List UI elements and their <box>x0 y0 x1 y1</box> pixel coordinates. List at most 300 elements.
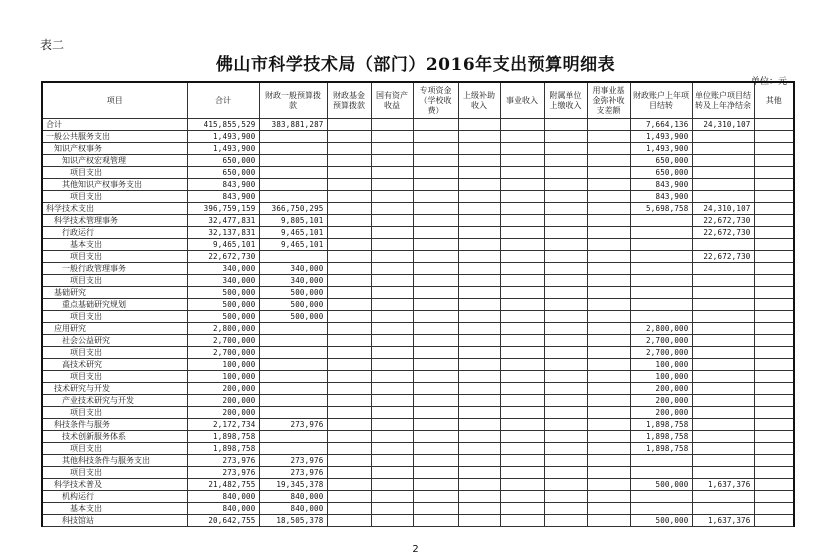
prior-year-carryover-cell: 843,900 <box>630 191 692 203</box>
fund-budget-cell <box>327 239 371 251</box>
table-tag: 表二 <box>40 38 65 52</box>
affiliated-income-cell <box>544 347 587 359</box>
table-row <box>42 479 794 491</box>
affiliated-income-cell <box>544 419 587 431</box>
affiliated-income-cell <box>544 191 587 203</box>
asset-income-cell <box>371 443 413 455</box>
superior-subsidy-cell <box>458 431 500 443</box>
affiliated-income-cell <box>544 287 587 299</box>
total-cell: 500,000 <box>187 299 259 311</box>
business-income-cell <box>500 119 544 131</box>
prior-year-carryover-cell <box>630 227 692 239</box>
superior-subsidy-cell <box>458 383 500 395</box>
business-fund-cell <box>587 479 630 491</box>
business-income-cell <box>500 443 544 455</box>
asset-income-cell <box>371 347 413 359</box>
business-income-cell <box>500 503 544 515</box>
other-cell <box>754 119 794 131</box>
column-header: 国有资产收益 <box>371 82 413 119</box>
item-name-cell: 基础研究 <box>42 287 187 299</box>
prior-year-carryover-cell <box>630 215 692 227</box>
total-cell: 1,898,758 <box>187 443 259 455</box>
business-fund-cell <box>587 275 630 287</box>
table-row <box>42 395 794 407</box>
fund-budget-cell <box>327 479 371 491</box>
other-cell <box>754 407 794 419</box>
prior-year-carryover-cell: 500,000 <box>630 515 692 527</box>
prior-year-carryover-cell <box>630 467 692 479</box>
business-income-cell <box>500 263 544 275</box>
column-header: 其他 <box>754 82 794 119</box>
superior-subsidy-cell <box>458 143 500 155</box>
business-income-cell <box>500 467 544 479</box>
table-row <box>42 311 794 323</box>
asset-income-cell <box>371 395 413 407</box>
column-header: 事业收入 <box>500 82 544 119</box>
business-fund-cell <box>587 131 630 143</box>
item-name-cell: 产业技术研究与开发 <box>42 395 187 407</box>
special-fund-cell <box>413 407 458 419</box>
business-income-cell <box>500 515 544 527</box>
header-row <box>42 82 794 119</box>
general-budget-cell: 18,505,378 <box>259 515 327 527</box>
business-income-cell <box>500 275 544 287</box>
special-fund-cell <box>413 467 458 479</box>
asset-income-cell <box>371 479 413 491</box>
page-title: 佛山市科学技术局（部门）2016年支出预算明细表 <box>215 55 616 75</box>
total-cell: 22,672,730 <box>187 251 259 263</box>
fund-budget-cell <box>327 455 371 467</box>
asset-income-cell <box>371 263 413 275</box>
fund-budget-cell <box>327 431 371 443</box>
business-fund-cell <box>587 491 630 503</box>
asset-income-cell <box>371 143 413 155</box>
prior-year-carryover-cell: 2,800,000 <box>630 323 692 335</box>
prior-year-carryover-cell: 100,000 <box>630 371 692 383</box>
affiliated-income-cell <box>544 407 587 419</box>
table-row <box>42 203 794 215</box>
business-fund-cell <box>587 503 630 515</box>
unit-carryover-cell <box>692 311 754 323</box>
other-cell <box>754 167 794 179</box>
affiliated-income-cell <box>544 515 587 527</box>
affiliated-income-cell <box>544 299 587 311</box>
general-budget-cell <box>259 431 327 443</box>
table-row <box>42 227 794 239</box>
unit-carryover-cell <box>692 455 754 467</box>
asset-income-cell <box>371 191 413 203</box>
business-fund-cell <box>587 143 630 155</box>
unit-carryover-cell <box>692 503 754 515</box>
affiliated-income-cell <box>544 383 587 395</box>
prior-year-carryover-cell: 1,493,900 <box>630 131 692 143</box>
total-cell: 650,000 <box>187 167 259 179</box>
asset-income-cell <box>371 179 413 191</box>
affiliated-income-cell <box>544 275 587 287</box>
other-cell <box>754 311 794 323</box>
prior-year-carryover-cell: 200,000 <box>630 407 692 419</box>
unit-carryover-cell <box>692 431 754 443</box>
other-cell <box>754 431 794 443</box>
fund-budget-cell <box>327 167 371 179</box>
general-budget-cell <box>259 131 327 143</box>
asset-income-cell <box>371 275 413 287</box>
total-cell: 340,000 <box>187 263 259 275</box>
asset-income-cell <box>371 155 413 167</box>
item-name-cell: 合计 <box>42 119 187 131</box>
item-name-cell: 一般公共服务支出 <box>42 131 187 143</box>
special-fund-cell <box>413 275 458 287</box>
affiliated-income-cell <box>544 491 587 503</box>
total-cell: 20,642,755 <box>187 515 259 527</box>
fund-budget-cell <box>327 359 371 371</box>
item-name-cell: 其他科技条件与服务支出 <box>42 455 187 467</box>
prior-year-carryover-cell: 200,000 <box>630 383 692 395</box>
table-row <box>42 191 794 203</box>
unit-carryover-cell: 22,672,730 <box>692 251 754 263</box>
superior-subsidy-cell <box>458 491 500 503</box>
business-income-cell <box>500 455 544 467</box>
prior-year-carryover-cell <box>630 287 692 299</box>
total-cell: 396,759,159 <box>187 203 259 215</box>
other-cell <box>754 347 794 359</box>
business-fund-cell <box>587 323 630 335</box>
affiliated-income-cell <box>544 167 587 179</box>
prior-year-carryover-cell: 2,700,000 <box>630 335 692 347</box>
table-row <box>42 455 794 467</box>
prior-year-carryover-cell: 200,000 <box>630 395 692 407</box>
total-cell: 21,482,755 <box>187 479 259 491</box>
affiliated-income-cell <box>544 359 587 371</box>
total-cell: 840,000 <box>187 503 259 515</box>
special-fund-cell <box>413 323 458 335</box>
general-budget-cell <box>259 347 327 359</box>
fund-budget-cell <box>327 275 371 287</box>
general-budget-cell: 9,465,101 <box>259 239 327 251</box>
business-income-cell <box>500 347 544 359</box>
total-cell: 843,900 <box>187 191 259 203</box>
business-fund-cell <box>587 335 630 347</box>
general-budget-cell: 9,465,101 <box>259 227 327 239</box>
superior-subsidy-cell <box>458 407 500 419</box>
unit-carryover-cell <box>692 299 754 311</box>
asset-income-cell <box>371 287 413 299</box>
general-budget-cell <box>259 323 327 335</box>
business-income-cell <box>500 371 544 383</box>
asset-income-cell <box>371 407 413 419</box>
prior-year-carryover-cell <box>630 311 692 323</box>
table-row <box>42 299 794 311</box>
item-name-cell: 应用研究 <box>42 323 187 335</box>
superior-subsidy-cell <box>458 287 500 299</box>
business-income-cell <box>500 179 544 191</box>
unit-carryover-cell <box>692 167 754 179</box>
asset-income-cell <box>371 419 413 431</box>
total-cell: 500,000 <box>187 311 259 323</box>
total-cell: 200,000 <box>187 407 259 419</box>
unit-carryover-cell: 24,310,107 <box>692 119 754 131</box>
column-header: 单位账户项目结转及上年净结余 <box>692 82 754 119</box>
fund-budget-cell <box>327 299 371 311</box>
column-header: 项目 <box>42 82 187 119</box>
general-budget-cell: 500,000 <box>259 287 327 299</box>
special-fund-cell <box>413 455 458 467</box>
affiliated-income-cell <box>544 443 587 455</box>
business-income-cell <box>500 143 544 155</box>
item-name-cell: 项目支出 <box>42 167 187 179</box>
unit-carryover-cell <box>692 335 754 347</box>
business-income-cell <box>500 215 544 227</box>
total-cell: 1,493,900 <box>187 131 259 143</box>
affiliated-income-cell <box>544 251 587 263</box>
item-name-cell: 项目支出 <box>42 311 187 323</box>
superior-subsidy-cell <box>458 371 500 383</box>
table-row <box>42 179 794 191</box>
special-fund-cell <box>413 251 458 263</box>
business-income-cell <box>500 383 544 395</box>
superior-subsidy-cell <box>458 275 500 287</box>
total-cell: 500,000 <box>187 287 259 299</box>
unit-carryover-cell <box>692 191 754 203</box>
unit-carryover-cell <box>692 131 754 143</box>
other-cell <box>754 371 794 383</box>
superior-subsidy-cell <box>458 419 500 431</box>
item-name-cell: 项目支出 <box>42 443 187 455</box>
asset-income-cell <box>371 455 413 467</box>
other-cell <box>754 251 794 263</box>
unit-carryover-cell <box>692 275 754 287</box>
special-fund-cell <box>413 167 458 179</box>
other-cell <box>754 287 794 299</box>
table-row <box>42 407 794 419</box>
prior-year-carryover-cell <box>630 455 692 467</box>
general-budget-cell <box>259 191 327 203</box>
general-budget-cell <box>259 335 327 347</box>
table-row <box>42 371 794 383</box>
unit-carryover-cell <box>692 143 754 155</box>
business-fund-cell <box>587 227 630 239</box>
general-budget-cell <box>259 143 327 155</box>
asset-income-cell <box>371 323 413 335</box>
superior-subsidy-cell <box>458 203 500 215</box>
table-row <box>42 335 794 347</box>
unit-carryover-cell <box>692 263 754 275</box>
total-cell: 32,137,831 <box>187 227 259 239</box>
column-header: 附属单位上缴收入 <box>544 82 587 119</box>
prior-year-carryover-cell <box>630 263 692 275</box>
business-fund-cell <box>587 215 630 227</box>
prior-year-carryover-cell <box>630 251 692 263</box>
other-cell <box>754 383 794 395</box>
other-cell <box>754 143 794 155</box>
page-number: 2 <box>412 544 419 555</box>
fund-budget-cell <box>327 407 371 419</box>
other-cell <box>754 191 794 203</box>
special-fund-cell <box>413 263 458 275</box>
affiliated-income-cell <box>544 431 587 443</box>
affiliated-income-cell <box>544 179 587 191</box>
total-cell: 340,000 <box>187 275 259 287</box>
special-fund-cell <box>413 179 458 191</box>
business-income-cell <box>500 167 544 179</box>
general-budget-cell <box>259 407 327 419</box>
prior-year-carryover-cell: 650,000 <box>630 155 692 167</box>
special-fund-cell <box>413 359 458 371</box>
special-fund-cell <box>413 227 458 239</box>
special-fund-cell <box>413 335 458 347</box>
superior-subsidy-cell <box>458 227 500 239</box>
other-cell <box>754 359 794 371</box>
superior-subsidy-cell <box>458 479 500 491</box>
business-income-cell <box>500 239 544 251</box>
business-fund-cell <box>587 119 630 131</box>
total-cell: 1,493,900 <box>187 143 259 155</box>
unit-carryover-cell: 1,637,376 <box>692 479 754 491</box>
affiliated-income-cell <box>544 203 587 215</box>
fund-budget-cell <box>327 467 371 479</box>
fund-budget-cell <box>327 287 371 299</box>
column-header: 财政一般预算拨款 <box>259 82 327 119</box>
total-cell: 9,465,101 <box>187 239 259 251</box>
table-header <box>42 82 794 119</box>
table-row <box>42 491 794 503</box>
general-budget-cell <box>259 167 327 179</box>
affiliated-income-cell <box>544 503 587 515</box>
item-name-cell: 项目支出 <box>42 275 187 287</box>
general-budget-cell <box>259 371 327 383</box>
superior-subsidy-cell <box>458 215 500 227</box>
business-fund-cell <box>587 179 630 191</box>
item-name-cell: 机构运行 <box>42 491 187 503</box>
total-cell: 2,172,734 <box>187 419 259 431</box>
asset-income-cell <box>371 227 413 239</box>
general-budget-cell: 273,976 <box>259 419 327 431</box>
total-cell: 100,000 <box>187 359 259 371</box>
business-fund-cell <box>587 515 630 527</box>
business-income-cell <box>500 203 544 215</box>
prior-year-carryover-cell: 650,000 <box>630 167 692 179</box>
business-fund-cell <box>587 311 630 323</box>
item-name-cell: 项目支出 <box>42 371 187 383</box>
asset-income-cell <box>371 119 413 131</box>
other-cell <box>754 215 794 227</box>
item-name-cell: 项目支出 <box>42 407 187 419</box>
other-cell <box>754 467 794 479</box>
special-fund-cell <box>413 419 458 431</box>
unit-carryover-cell <box>692 491 754 503</box>
general-budget-cell <box>259 251 327 263</box>
column-header: 用事业基金弥补收支差额 <box>587 82 630 119</box>
asset-income-cell <box>371 431 413 443</box>
asset-income-cell <box>371 491 413 503</box>
other-cell <box>754 515 794 527</box>
fund-budget-cell <box>327 203 371 215</box>
fund-budget-cell <box>327 143 371 155</box>
business-income-cell <box>500 407 544 419</box>
item-name-cell: 项目支出 <box>42 347 187 359</box>
total-cell: 273,976 <box>187 455 259 467</box>
asset-income-cell <box>371 167 413 179</box>
superior-subsidy-cell <box>458 311 500 323</box>
special-fund-cell <box>413 347 458 359</box>
business-fund-cell <box>587 359 630 371</box>
table-row <box>42 119 794 131</box>
superior-subsidy-cell <box>458 347 500 359</box>
fund-budget-cell <box>327 227 371 239</box>
business-fund-cell <box>587 191 630 203</box>
table-row <box>42 275 794 287</box>
item-name-cell: 科技馆站 <box>42 515 187 527</box>
fund-budget-cell <box>327 311 371 323</box>
asset-income-cell <box>371 215 413 227</box>
table-row <box>42 503 794 515</box>
asset-income-cell <box>371 467 413 479</box>
business-income-cell <box>500 227 544 239</box>
special-fund-cell <box>413 395 458 407</box>
affiliated-income-cell <box>544 371 587 383</box>
general-budget-cell: 500,000 <box>259 299 327 311</box>
unit-carryover-cell <box>692 383 754 395</box>
superior-subsidy-cell <box>458 467 500 479</box>
asset-income-cell <box>371 251 413 263</box>
total-cell: 415,855,529 <box>187 119 259 131</box>
unit-carryover-cell <box>692 467 754 479</box>
superior-subsidy-cell <box>458 155 500 167</box>
fund-budget-cell <box>327 323 371 335</box>
special-fund-cell <box>413 443 458 455</box>
prior-year-carryover-cell: 5,698,758 <box>630 203 692 215</box>
business-income-cell <box>500 479 544 491</box>
column-header: 财政账户上年项目结转 <box>630 82 692 119</box>
fund-budget-cell <box>327 119 371 131</box>
special-fund-cell <box>413 371 458 383</box>
prior-year-carryover-cell: 500,000 <box>630 479 692 491</box>
superior-subsidy-cell <box>458 119 500 131</box>
general-budget-cell <box>259 155 327 167</box>
special-fund-cell <box>413 119 458 131</box>
superior-subsidy-cell <box>458 515 500 527</box>
business-fund-cell <box>587 371 630 383</box>
superior-subsidy-cell <box>458 395 500 407</box>
fund-budget-cell <box>327 347 371 359</box>
item-name-cell: 高技术研究 <box>42 359 187 371</box>
fund-budget-cell <box>327 179 371 191</box>
special-fund-cell <box>413 311 458 323</box>
business-income-cell <box>500 131 544 143</box>
asset-income-cell <box>371 383 413 395</box>
unit-carryover-cell <box>692 287 754 299</box>
table-row <box>42 467 794 479</box>
table-row <box>42 419 794 431</box>
affiliated-income-cell <box>544 131 587 143</box>
business-fund-cell <box>587 431 630 443</box>
special-fund-cell <box>413 299 458 311</box>
table-body <box>42 119 794 527</box>
fund-budget-cell <box>327 155 371 167</box>
other-cell <box>754 239 794 251</box>
special-fund-cell <box>413 215 458 227</box>
total-cell: 843,900 <box>187 179 259 191</box>
affiliated-income-cell <box>544 155 587 167</box>
business-income-cell <box>500 311 544 323</box>
table-row <box>42 515 794 527</box>
special-fund-cell <box>413 239 458 251</box>
item-name-cell: 技术创新服务体系 <box>42 431 187 443</box>
other-cell <box>754 323 794 335</box>
business-income-cell <box>500 251 544 263</box>
business-income-cell <box>500 323 544 335</box>
table-row <box>42 239 794 251</box>
